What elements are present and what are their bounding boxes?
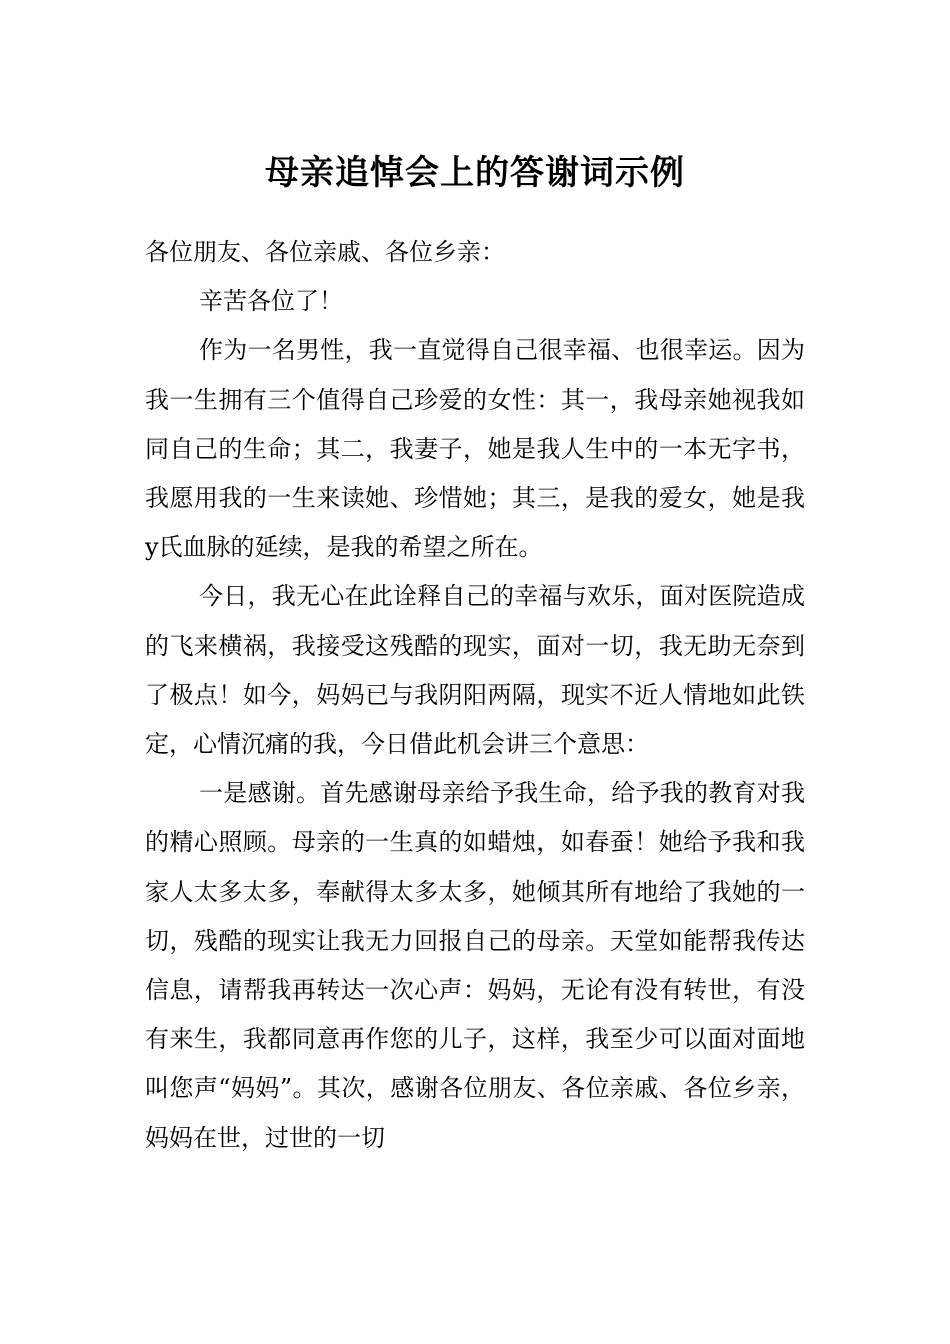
document-title: 母亲追悼会上的答谢词示例: [265, 152, 685, 193]
salutation: 各位朋友、各位亲戚、各位乡亲：: [145, 238, 505, 266]
paragraph-3: 今日，我无心在此诠释自己的幸福与欢乐，面对医院造成的飞来横祸，我接受这残酷的现实，面对一切，我无助无奈到了极点！如今，妈妈已与我阴阳两隔，现实不近人情地如此铁定，心情沉痛的我，今日借此机会讲三个意思：: [145, 582, 805, 759]
paragraph-2: 作为一名男性，我一直觉得自己很幸福、也很幸运。因为我一生拥有三个值得自己珍爱的女性：其一，我母亲她视我如同自己的生命；其二，我妻子，她是我人生中的一本无字书，我愿用我的一生来读她、珍惜她；其三，是我的爱女，她是我y氏血脉的延续，是我的希望之所在。: [145, 336, 805, 562]
paragraph-4: 一是感谢。首先感谢母亲给予我生命，给予我的教育对我的精心照顾。母亲的一生真的如蜡烛，如春蚕！她给予我和我家人太多太多，奉献得太多太多，她倾其所有地给了我她的一切，残酷的现实让我无力回报自己的母亲。天堂如能帮我传达信息，请帮我再转达一次心声：妈妈，无论有没有转世，有没有来生，我都同意再作您的儿子，这样，我至少可以面对面地叫您声“妈妈”。其次，感谢各位朋友、各位亲戚、各位乡亲，妈妈在世，过世的一切: [145, 779, 805, 1152]
document-body: [145, 228, 805, 1163]
paragraph-1: 辛苦各位了！: [199, 287, 343, 316]
